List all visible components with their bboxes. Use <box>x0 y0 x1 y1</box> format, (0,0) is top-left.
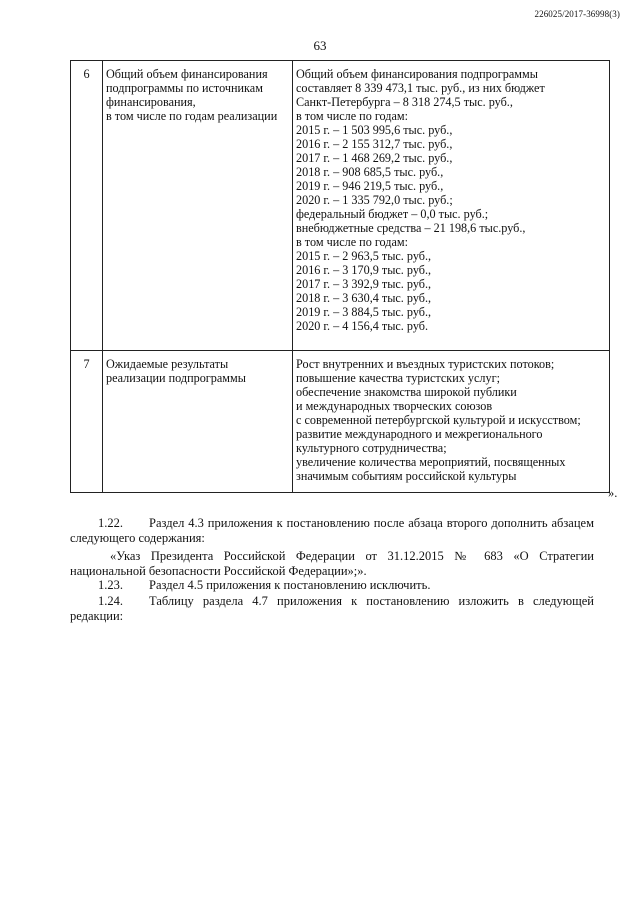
row-value-line: 2017 г. – 1 468 269,2 тыс. руб., <box>296 151 453 165</box>
row-name-line: реализации подпрограммы <box>106 371 246 385</box>
row-value-line: 2020 г. – 1 335 792,0 тыс. руб.; <box>296 193 453 207</box>
table-row <box>71 351 610 493</box>
row-value-line: обеспечение знакомства широкой публики <box>296 385 517 399</box>
row-value-line: 2018 г. – 908 685,5 тыс. руб., <box>296 165 444 179</box>
paragraph-number: 1.23. <box>98 578 123 592</box>
row-value-line: 2017 г. – 3 392,9 тыс. руб., <box>296 277 432 291</box>
decree-reference <box>70 549 594 579</box>
row-number: 6 <box>71 61 103 351</box>
paragraph-1-23 <box>70 578 594 593</box>
row-value-line: 2016 г. – 3 170,9 тыс. руб., <box>296 263 432 277</box>
row-value-line: значимым событиям российской культуры <box>296 469 517 483</box>
row-value-line: 2019 г. – 3 884,5 тыс. руб., <box>296 305 432 319</box>
paragraph-1-22 <box>70 516 594 546</box>
paragraph-number: 1.24. <box>98 594 123 608</box>
row-name-line: Общий объем финансирования <box>106 67 268 81</box>
row-value-line: 2015 г. – 1 503 995,6 тыс. руб., <box>296 123 453 137</box>
decree-text: «Указ Президента Российской Федерации от 31.12.2015 № 683 «О Стратегии национальной безопасности Российской Федерации»;». <box>70 549 594 578</box>
row-value-line: Общий объем финансирования подпрограммы <box>296 67 538 81</box>
row-value-line: Рост внутренних и въездных туристских потоков; <box>296 357 555 371</box>
document-id: 226025/2017-36998(3) <box>534 9 620 19</box>
row-name <box>103 61 293 351</box>
row-value-line: повышение качества туристских услуг; <box>296 371 500 385</box>
row-value-line: 2015 г. – 2 963,5 тыс. руб., <box>296 249 432 263</box>
row-value-line: 2019 г. – 946 219,5 тыс. руб., <box>296 179 444 193</box>
row-value-line: культурного сотрудничества; <box>296 441 447 455</box>
row-value-line: в том числе по годам: <box>296 235 408 249</box>
row-name-line: финансирования, <box>106 95 196 109</box>
row-value-line: 2020 г. – 4 156,4 тыс. руб. <box>296 319 429 333</box>
row-number: 7 <box>71 351 103 493</box>
row-value-line: федеральный бюджет – 0,0 тыс. руб.; <box>296 207 489 221</box>
row-name-line: в том числе по годам реализации <box>106 109 278 123</box>
row-value-line: составляет 8 339 473,1 тыс. руб., из них бюджет <box>296 81 545 95</box>
row-name-line: подпрограммы по источникам <box>106 81 263 95</box>
row-value <box>293 351 610 493</box>
row-name <box>103 351 293 493</box>
paragraph-text: Раздел 4.5 приложения к постановлению исключить. <box>149 578 431 592</box>
row-value-line: Санкт-Петербурга – 8 318 274,5 тыс. руб., <box>296 95 513 109</box>
paragraph-text: Раздел 4.3 приложения к постановлению после абзаца второго дополнить абзацем следующего содержания: <box>70 516 594 545</box>
paragraph-1-24 <box>70 594 594 624</box>
row-value-line: развитие международного и межрегионального <box>296 427 543 441</box>
row-value <box>293 61 610 351</box>
subprogram-table <box>70 60 610 493</box>
row-value-line: и международных творческих союзов <box>296 399 493 413</box>
row-value-line: с современной петербургской культурой и искусством; <box>296 413 581 427</box>
row-value-line: 2016 г. – 2 155 312,7 тыс. руб., <box>296 137 453 151</box>
row-value-line: увеличение количества мероприятий, посвященных <box>296 455 566 469</box>
row-value-line: в том числе по годам: <box>296 109 408 123</box>
paragraph-text: Таблицу раздела 4.7 приложения к постановлению изложить в следующей редакции: <box>70 594 594 623</box>
paragraph-number: 1.22. <box>98 516 123 530</box>
row-value-line: внебюджетные средства – 21 198,6 тыс.руб., <box>296 221 526 235</box>
row-name-line: Ожидаемые результаты <box>106 357 229 371</box>
table-row <box>71 61 610 351</box>
page-number: 63 <box>313 38 327 53</box>
row-value-line: 2018 г. – 3 630,4 тыс. руб., <box>296 291 432 305</box>
closing-quote-mark: ». <box>608 486 618 500</box>
